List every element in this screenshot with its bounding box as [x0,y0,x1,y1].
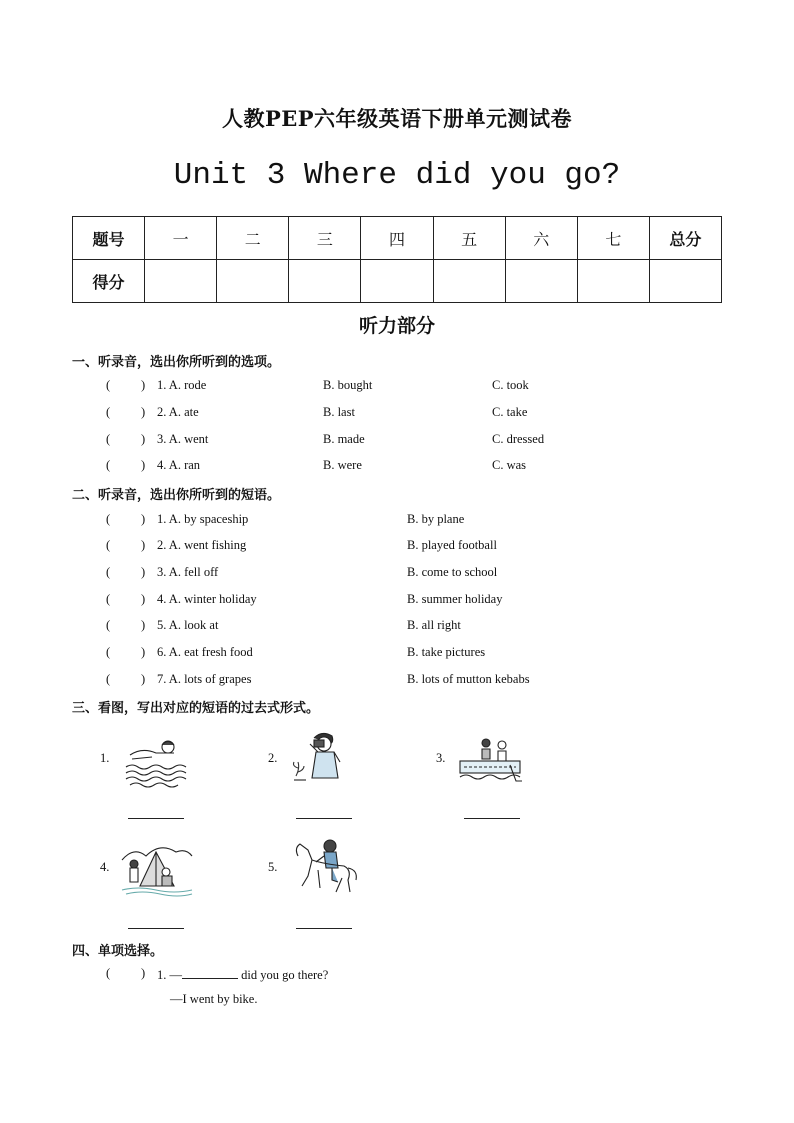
answer-paren-right: ) [141,378,146,392]
answer-paren-left[interactable]: ( [106,458,111,472]
score-cell[interactable] [505,260,577,303]
score-header-cell: 总分 [649,217,721,260]
score-header-cell: 四 [361,217,433,260]
answer-paren-left[interactable]: ( [106,512,111,526]
answer-blank[interactable] [296,818,352,819]
score-table-score-row [73,260,722,303]
answer-paren-right: ) [141,538,146,552]
answer-text: —I went by bike. [170,992,258,1006]
picture-number: 5. [268,860,278,874]
score-header-cell: 五 [433,217,505,260]
score-header-cell: 六 [505,217,577,260]
option-b: B. lots of mutton kebabs [407,672,530,686]
option-a: 4. A. winter holiday [157,592,257,606]
section2-heading: 二、听录音，选出你所听到的短语。 [72,488,281,503]
score-cell[interactable] [649,260,721,303]
answer-paren-left[interactable]: ( [106,432,111,446]
option-b: B. were [323,458,362,472]
section2-item [0,618,794,638]
answer-paren-left[interactable]: ( [106,618,111,632]
score-cell[interactable] [577,260,649,303]
score-cell[interactable] [289,260,361,303]
unit-title: Unit 3 Where did you go? [173,158,621,193]
score-cell[interactable] [217,260,289,303]
answer-blank[interactable] [182,966,238,979]
score-header-cell: 题号 [73,217,145,260]
answer-paren-right: ) [141,592,146,606]
listening-heading: 听力部分 [358,315,435,337]
option-b: B. come to school [407,565,498,579]
score-header-cell: 一 [145,217,217,260]
section1-heading: 一、听录音，选出你所听到的选项。 [72,355,281,370]
section4-item [0,966,794,986]
answer-paren-left[interactable]: ( [106,966,111,980]
option-c: C. was [492,458,527,472]
section2-item [0,565,794,585]
score-header-cell: 三 [289,217,361,260]
score-row-label: 得分 [73,260,145,303]
answer-paren-right: ) [141,645,146,659]
option-a: 7. A. lots of grapes [157,672,252,686]
option-a: 6. A. eat fresh food [157,645,253,659]
option-a: 1. A. rode [157,378,207,392]
answer-paren-right: ) [141,966,146,980]
section2-item [0,512,794,532]
option-b: B. played football [407,538,497,552]
question-text [157,966,328,983]
exam-title: 人教PEP六年级英语下册单元测试卷 [221,106,573,131]
option-a: 2. A. ate [157,405,199,419]
option-a: 4. A. ran [157,458,201,472]
option-b: B. summer holiday [407,592,503,606]
tent-camping-icon [120,838,194,898]
option-b: B. all right [407,618,461,632]
picture-number: 2. [268,751,278,765]
section1-item [0,458,794,478]
riding-horse-icon [288,836,362,900]
option-a: 5. A. look at [157,618,219,632]
answer-paren-right: ) [141,432,146,446]
answer-blank[interactable] [296,928,352,929]
section2-item [0,645,794,665]
section2-item [0,672,794,692]
section4-heading: 四、单项选择。 [72,944,164,959]
answer-paren-right: ) [141,618,146,632]
option-c: C. take [492,405,528,419]
section1-item [0,432,794,452]
picture-number: 3. [436,751,446,765]
score-table-header-row [73,217,722,260]
section2-item [0,538,794,558]
option-c: C. took [492,378,529,392]
boat-icon [456,733,528,789]
answer-paren-right: ) [141,405,146,419]
answer-paren-right: ) [141,672,146,686]
answer-paren-left[interactable]: ( [106,405,111,419]
option-b: B. bought [323,378,373,392]
answer-paren-left[interactable]: ( [106,672,111,686]
answer-blank[interactable] [128,928,184,929]
answer-paren-left[interactable]: ( [106,565,111,579]
section4-answer-line [0,992,794,1012]
score-cell[interactable] [145,260,217,303]
section3-heading: 三、看图，写出对应的短语的过去式形式。 [72,701,320,716]
answer-paren-left[interactable]: ( [106,592,111,606]
taking-pictures-icon [290,728,356,788]
answer-paren-right: ) [141,512,146,526]
answer-paren-right: ) [141,565,146,579]
option-a: 3. A. went [157,432,209,446]
section1-item [0,378,794,398]
answer-paren-left[interactable]: ( [106,378,111,392]
answer-paren-left[interactable]: ( [106,538,111,552]
score-header-cell: 七 [577,217,649,260]
option-a: 2. A. went fishing [157,538,247,552]
answer-blank[interactable] [464,818,520,819]
swimming-icon [122,733,194,789]
question-number: 1. — [157,968,182,982]
picture-number: 1. [100,751,110,765]
option-a: 3. A. fell off [157,565,219,579]
answer-blank[interactable] [128,818,184,819]
section1-item [0,405,794,425]
picture-number: 4. [100,860,110,874]
option-b: B. last [323,405,355,419]
option-b: B. by plane [407,512,465,526]
option-b: B. take pictures [407,645,486,659]
score-cell[interactable] [433,260,505,303]
question-rest: did you go there? [238,968,329,982]
option-b: B. made [323,432,365,446]
score-table [72,216,722,303]
option-c: C. dressed [492,432,545,446]
answer-paren-right: ) [141,458,146,472]
section2-item [0,592,794,612]
score-cell[interactable] [361,260,433,303]
score-header-cell: 二 [217,217,289,260]
answer-paren-left[interactable]: ( [106,645,111,659]
option-a: 1. A. by spaceship [157,512,249,526]
